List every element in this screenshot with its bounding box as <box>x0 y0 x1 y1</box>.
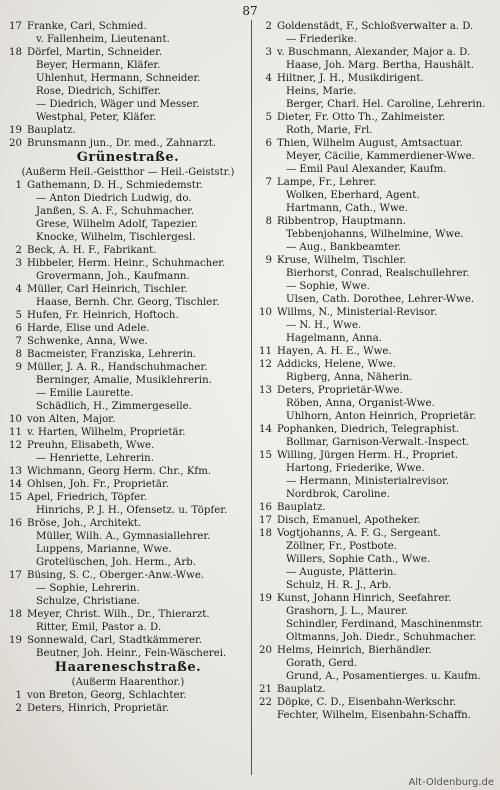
entry-text: Schindler, Ferdinand, Maschinenmstr. <box>286 619 483 630</box>
directory-entry <box>256 579 500 592</box>
directory-entry <box>256 384 500 397</box>
house-number: 7 <box>265 177 272 188</box>
entry-text: Meyer, Cäcilie, Kammerdiener-Wwe. <box>286 151 475 162</box>
directory-entry <box>6 348 250 361</box>
entry-text: — Sophie, Lehrerin. <box>36 583 140 594</box>
directory-entry <box>256 709 500 722</box>
entry-text: Nordbrok, Caroline. <box>286 489 390 500</box>
entry-text: Oltmanns, Joh. Diedr., Schuhmacher. <box>286 632 477 643</box>
entry-text: Müller, Wilh. A., Gymnasiallehrer. <box>36 531 211 542</box>
entry-text: Schulz, H. R. J., Arb. <box>286 580 392 591</box>
entry-text: Hufen, Fr. Heinrich, Hoftoch. <box>27 310 179 321</box>
directory-entry <box>256 228 500 241</box>
left-column <box>6 20 250 780</box>
entry-text: Harde, Elise und Adele. <box>27 323 150 334</box>
entry-text: Bauplatz. <box>27 125 76 136</box>
directory-entry <box>256 631 500 644</box>
entry-text: Hagelmann, Anna. <box>286 333 382 344</box>
directory-entry <box>256 124 500 137</box>
directory-entry <box>6 257 250 270</box>
directory-entry <box>6 491 250 504</box>
house-number: 2 <box>265 21 272 32</box>
directory-entry <box>256 59 500 72</box>
directory-entry <box>256 618 500 631</box>
entry-text: Deters, Proprietär-Wwe. <box>277 385 403 396</box>
directory-entry <box>6 634 250 647</box>
directory-entry <box>256 163 500 176</box>
entry-text: Zöllner, Fr., Postbote. <box>286 541 397 552</box>
directory-entry <box>6 400 250 413</box>
entry-text: Pophanken, Diedrich, Telegraphist. <box>277 424 460 435</box>
entry-text: Goldenstädt, F., Schloßverwalter a. D. <box>277 21 474 32</box>
house-number: 17 <box>259 515 272 526</box>
entry-text: Berger, Charl. Hel. Caroline, Lehrerin. <box>286 99 486 110</box>
entry-text: — Emilie Laurette. <box>36 388 134 399</box>
entry-text: — Emil Paul Alexander, Kaufm. <box>286 164 447 175</box>
entry-text: Willers, Sophie Cath., Wwe. <box>286 554 431 565</box>
entry-text: — N. H., Wwe. <box>286 320 362 331</box>
entry-text: — Auguste, Plätterin. <box>286 567 397 578</box>
entry-text: Uhlenhut, Hermann, Schneider. <box>36 73 201 84</box>
page-number: 87 <box>242 4 258 18</box>
house-number: 17 <box>9 570 22 581</box>
house-number: 10 <box>9 414 22 425</box>
directory-entry <box>256 501 500 514</box>
directory-entry <box>6 582 250 595</box>
directory-entry <box>256 566 500 579</box>
directory-entry <box>6 283 250 296</box>
directory-entry <box>6 46 250 59</box>
entry-text: Ohlsen, Joh. Fr., Proprietär. <box>27 479 169 490</box>
directory-entry <box>256 241 500 254</box>
entry-text: Willing, Jürgen Herm. H., Propriet. <box>277 450 459 461</box>
house-number: 5 <box>265 112 272 123</box>
entry-text: Hiltner, J. H., Musikdirigent. <box>277 73 424 84</box>
house-number: 15 <box>9 492 22 503</box>
entry-text: Haase, Bernh. Chr. Georg, Tischler. <box>36 297 220 308</box>
house-number: 4 <box>15 284 22 295</box>
entry-text: Schädlich, H., Zimmergeselle. <box>36 401 192 412</box>
entry-text: Franke, Carl, Schmied. <box>27 21 147 32</box>
entry-text: Haareneschstraße. <box>54 660 202 675</box>
directory-entry <box>6 98 250 111</box>
entry-text: Hibbeler, Herm. Heinr., Schuhmacher. <box>27 258 226 269</box>
entry-text: v. Harten, Wilhelm, Proprietär. <box>27 427 186 438</box>
directory-entry <box>256 189 500 202</box>
directory-entry <box>6 296 250 309</box>
house-number: 3 <box>265 47 272 58</box>
house-number: 1 <box>15 180 22 191</box>
directory-entry <box>256 254 500 267</box>
entry-text: — Aug., Bankbeamter. <box>286 242 402 253</box>
directory-entry <box>6 374 250 387</box>
directory-entry <box>6 387 250 400</box>
street-heading <box>6 660 250 676</box>
house-number: 9 <box>15 362 22 373</box>
entry-text: — Friederike. <box>286 34 357 45</box>
entry-text: Hartong, Friederike, Wwe. <box>286 463 425 474</box>
directory-entry <box>6 702 250 715</box>
directory-entry <box>256 46 500 59</box>
directory-entry <box>256 332 500 345</box>
directory-entry <box>6 111 250 124</box>
entry-text: — Henriette, Lehrerin. <box>36 453 154 464</box>
directory-entry <box>256 306 500 319</box>
entry-text: Westphal, Peter, Kläfer. <box>36 112 157 123</box>
house-number: 8 <box>265 216 272 227</box>
entry-text: Röben, Anna, Organist-Wwe. <box>286 398 435 409</box>
house-number: 9 <box>265 255 272 266</box>
house-number: 3 <box>15 258 22 269</box>
directory-entry <box>6 309 250 322</box>
right-column <box>256 20 500 780</box>
entry-text: Dieter, Fr. Otto Th., Zahlmeister. <box>277 112 446 123</box>
directory-entry <box>256 176 500 189</box>
house-number: 14 <box>259 424 272 435</box>
entry-text: Vogtjohanns, A. F. G., Sergeant. <box>277 528 441 539</box>
directory-entry <box>256 423 500 436</box>
house-number: 4 <box>265 73 272 84</box>
house-number: 6 <box>15 323 22 334</box>
directory-entry <box>6 621 250 634</box>
entry-text: Bollmar, Garnison-Verwalt.-Inspect. <box>286 437 470 448</box>
house-number: 19 <box>9 635 22 646</box>
house-number: 20 <box>259 645 272 656</box>
house-number: 10 <box>259 307 272 318</box>
directory-entry <box>256 72 500 85</box>
directory-entry <box>256 33 500 46</box>
entry-text: (Außerm Heil.-Geistthor — Heil.-Geiststr.) <box>21 167 235 178</box>
entry-text: Fechter, Wilhelm, Eisenbahn-Schaffn. <box>277 710 471 721</box>
directory-entry <box>256 345 500 358</box>
directory-entry <box>6 517 250 530</box>
entry-text: Knocke, Wilhelm, Tischlergesl. <box>36 232 196 243</box>
house-number: 12 <box>259 359 272 370</box>
directory-entry <box>6 270 250 283</box>
entry-text: Deters, Hinrich, Proprietär. <box>27 703 170 714</box>
directory-entry <box>256 358 500 371</box>
entry-text: Bacmeister, Franziska, Lehrerin. <box>27 349 197 360</box>
directory-entry <box>6 413 250 426</box>
entry-text: Beck, A. H. F., Fabrikant. <box>27 245 157 256</box>
entry-text: Wolken, Eberhard, Agent. <box>286 190 420 201</box>
entry-text: Apel, Friedrich, Töpfer. <box>27 492 148 503</box>
entry-text: Berninger, Amalie, Musiklehrerin. <box>36 375 212 386</box>
house-number: 2 <box>15 245 22 256</box>
directory-entry <box>256 202 500 215</box>
directory-entry <box>256 215 500 228</box>
entry-text: Luppens, Marianne, Wwe. <box>36 544 172 555</box>
entry-text: — Sophie, Wwe. <box>286 281 370 292</box>
directory-entry <box>6 205 250 218</box>
directory-entry <box>256 267 500 280</box>
entry-text: Grovermann, Joh., Kaufmann. <box>36 271 190 282</box>
directory-entry <box>6 231 250 244</box>
entry-text: Meyer, Christ. Wilh., Dr., Thierarzt. <box>27 609 210 620</box>
entry-text: Ritter, Emil, Pastor a. D. <box>36 622 162 633</box>
directory-entry <box>6 689 250 702</box>
house-number: 16 <box>259 502 272 513</box>
directory-entry <box>256 462 500 475</box>
entry-text: Disch, Emanuel, Apotheker. <box>277 515 421 526</box>
house-number: 11 <box>259 346 272 357</box>
entry-text: v. Fallenheim, Lieutenant. <box>36 34 170 45</box>
entry-text: Thien, Wilhelm August, Amtsactuar. <box>277 138 463 149</box>
entry-text: von Alten, Major. <box>27 414 116 425</box>
entry-text: Grotelüschen, Joh. Herm., Arb. <box>36 557 197 568</box>
directory-entry <box>6 192 250 205</box>
house-number: 7 <box>15 336 22 347</box>
directory-entry <box>6 335 250 348</box>
entry-text: Wichmann, Georg Herm. Chr., Kfm. <box>27 466 212 477</box>
directory-entry <box>6 504 250 517</box>
entry-text: Gathemann, D. H., Schmiedemstr. <box>27 180 203 191</box>
entry-text: Müller, J. A. R., Handschuhmacher. <box>27 362 208 373</box>
entry-text: Heins, Marie. <box>286 86 357 97</box>
entry-text: Lampe, Fr., Lehrer. <box>277 177 377 188</box>
directory-entry <box>6 569 250 582</box>
entry-text: Gorath, Gerd. <box>286 658 358 669</box>
entry-text: Kruse, Wilhelm, Tischler. <box>277 255 407 266</box>
directory-entry <box>6 72 250 85</box>
directory-entry <box>256 644 500 657</box>
directory-entry <box>256 488 500 501</box>
entry-text: Preuhn, Elisabeth, Wwe. <box>27 440 155 451</box>
house-number: 19 <box>9 125 22 136</box>
directory-entry <box>256 436 500 449</box>
entry-text: Bauplatz. <box>277 502 326 513</box>
entry-text: Bröse, Joh., Architekt. <box>27 518 142 529</box>
directory-entry <box>6 543 250 556</box>
directory-entry <box>256 85 500 98</box>
directory-entry <box>6 137 250 150</box>
directory-entry <box>6 530 250 543</box>
house-number: 15 <box>259 450 272 461</box>
entry-text: — Hermann, Ministerialrevisor. <box>286 476 450 487</box>
house-number: 20 <box>9 138 22 149</box>
entry-text: Döpke, C. D., Eisenbahn-Werkschr. <box>277 697 457 708</box>
directory-entry <box>256 670 500 683</box>
house-number: 12 <box>9 440 22 451</box>
entry-text: Rigberg, Anna, Näherin. <box>286 372 413 383</box>
entry-text: von Breton, Georg, Schlachter. <box>27 690 187 701</box>
house-number: 16 <box>9 518 22 529</box>
directory-entry <box>6 478 250 491</box>
directory-entry <box>256 371 500 384</box>
house-number: 5 <box>15 310 22 321</box>
directory-entry <box>6 465 250 478</box>
directory-entry <box>6 124 250 137</box>
entry-text: Uhlhorn, Anton Heinrich, Proprietär. <box>286 411 477 422</box>
directory-entry <box>6 33 250 46</box>
directory-entry <box>256 111 500 124</box>
directory-entry <box>256 20 500 33</box>
directory-entry <box>256 280 500 293</box>
directory-entry <box>6 595 250 608</box>
entry-text: Ulsen, Cath. Dorothee, Lehrer-Wwe. <box>286 294 475 305</box>
entry-text: Hayen, A. H. E., Wwe. <box>277 346 392 357</box>
entry-text: Rose, Diedrich, Schiffer. <box>36 86 162 97</box>
directory-entry <box>6 426 250 439</box>
entry-text: Bauplatz. <box>277 684 326 695</box>
house-number: 21 <box>259 684 272 695</box>
directory-entry <box>6 85 250 98</box>
entry-text: Beutner, Joh. Heinr., Fein-Wäscherei. <box>36 648 227 659</box>
entry-text: Janßen, S. A. F., Schuhmacher. <box>36 206 195 217</box>
entry-text: Grund, A., Posamentierges. u. Kaufm. <box>286 671 481 682</box>
house-number: 18 <box>9 47 22 58</box>
entry-text: Grese, Wilhelm Adolf, Tapezier. <box>36 219 198 230</box>
directory-entry <box>256 683 500 696</box>
entry-text: Willms, N., Ministerial-Revisor. <box>277 307 438 318</box>
directory-entry <box>256 592 500 605</box>
entry-text: Müller, Carl Heinrich, Tischler. <box>27 284 188 295</box>
house-number: 13 <box>9 466 22 477</box>
directory-entry <box>6 439 250 452</box>
street-subheading <box>6 676 250 689</box>
house-number: 22 <box>259 697 272 708</box>
entry-text: Beyer, Hermann, Kläfer. <box>36 60 161 71</box>
directory-entry <box>256 410 500 423</box>
entry-text: Helms, Heinrich, Bierhändler. <box>277 645 432 656</box>
entry-text: Brunsmann jun., Dr. med., Zahnarzt. <box>27 138 217 149</box>
street-subheading <box>6 166 250 179</box>
directory-entry <box>6 244 250 257</box>
directory-entry <box>256 696 500 709</box>
house-number: 6 <box>265 138 272 149</box>
entry-text: Sonnewald, Carl, Stadtkämmerer. <box>27 635 203 646</box>
entry-text: Tebbenjohanns, Wilhelmine, Wwe. <box>286 229 464 240</box>
directory-entry <box>256 150 500 163</box>
house-number: 19 <box>259 593 272 604</box>
directory-entry <box>256 657 500 670</box>
directory-entry <box>256 514 500 527</box>
entry-text: v. Buschmann, Alexander, Major a. D. <box>277 47 471 58</box>
directory-entry <box>256 540 500 553</box>
directory-entry <box>6 647 250 660</box>
directory-entry <box>256 137 500 150</box>
directory-entry <box>6 179 250 192</box>
directory-entry <box>256 605 500 618</box>
directory-entry <box>256 475 500 488</box>
entry-text: Schwenke, Anna, Wwe. <box>27 336 148 347</box>
column-divider <box>251 20 252 775</box>
street-heading <box>6 150 250 166</box>
directory-entry <box>256 397 500 410</box>
entry-text: Grünestraße. <box>76 150 180 165</box>
entry-text: Bierhorst, Conrad, Realschullehrer. <box>286 268 470 279</box>
directory-entry <box>6 361 250 374</box>
directory-entry <box>6 452 250 465</box>
entry-text: Kunst, Johann Hinrich, Seefahrer. <box>277 593 452 604</box>
house-number: 2 <box>15 703 22 714</box>
entry-text: Roth, Marie, Frl. <box>286 125 373 136</box>
directory-entry <box>256 527 500 540</box>
house-number: 11 <box>9 427 22 438</box>
entry-text: Büsing, S. C., Oberger.-Anw.-Wwe. <box>27 570 205 581</box>
watermark: Alt-Oldenburg.de <box>408 777 494 788</box>
entry-text: — Diedrich, Wäger und Messer. <box>36 99 200 110</box>
directory-entry <box>6 20 250 33</box>
entry-text: — Anton Diedrich Ludwig, do. <box>36 193 192 204</box>
house-number: 18 <box>259 528 272 539</box>
directory-entry <box>256 319 500 332</box>
entry-text: Ribbentrop, Hauptmann. <box>277 216 406 227</box>
house-number: 13 <box>259 385 272 396</box>
house-number: 17 <box>9 21 22 32</box>
entry-text: Grashorn, J. L., Maurer. <box>286 606 409 617</box>
house-number: 18 <box>9 609 22 620</box>
directory-entry <box>6 218 250 231</box>
directory-entry <box>256 449 500 462</box>
house-number: 1 <box>15 690 22 701</box>
directory-entry <box>6 556 250 569</box>
directory-entry <box>256 98 500 111</box>
entry-text: Dörfel, Martin, Schneider. <box>27 47 163 58</box>
entry-text: Addicks, Helene, Wwe. <box>277 359 396 370</box>
directory-entry <box>256 293 500 306</box>
directory-entry <box>256 553 500 566</box>
directory-entry <box>6 322 250 335</box>
directory-entry <box>6 59 250 72</box>
house-number: 8 <box>15 349 22 360</box>
entry-text: Hartmann, Cath., Wwe. <box>286 203 408 214</box>
entry-text: Haase, Joh. Marg. Bertha, Haushält. <box>286 60 474 71</box>
entry-text: Hinrichs, P. J. H., Ofensetz. u. Töpfer. <box>36 505 228 516</box>
directory-entry <box>6 608 250 621</box>
entry-text: Schulze, Christiane. <box>36 596 140 607</box>
house-number: 14 <box>9 479 22 490</box>
entry-text: (Außerm Haarenthor.) <box>71 677 185 688</box>
